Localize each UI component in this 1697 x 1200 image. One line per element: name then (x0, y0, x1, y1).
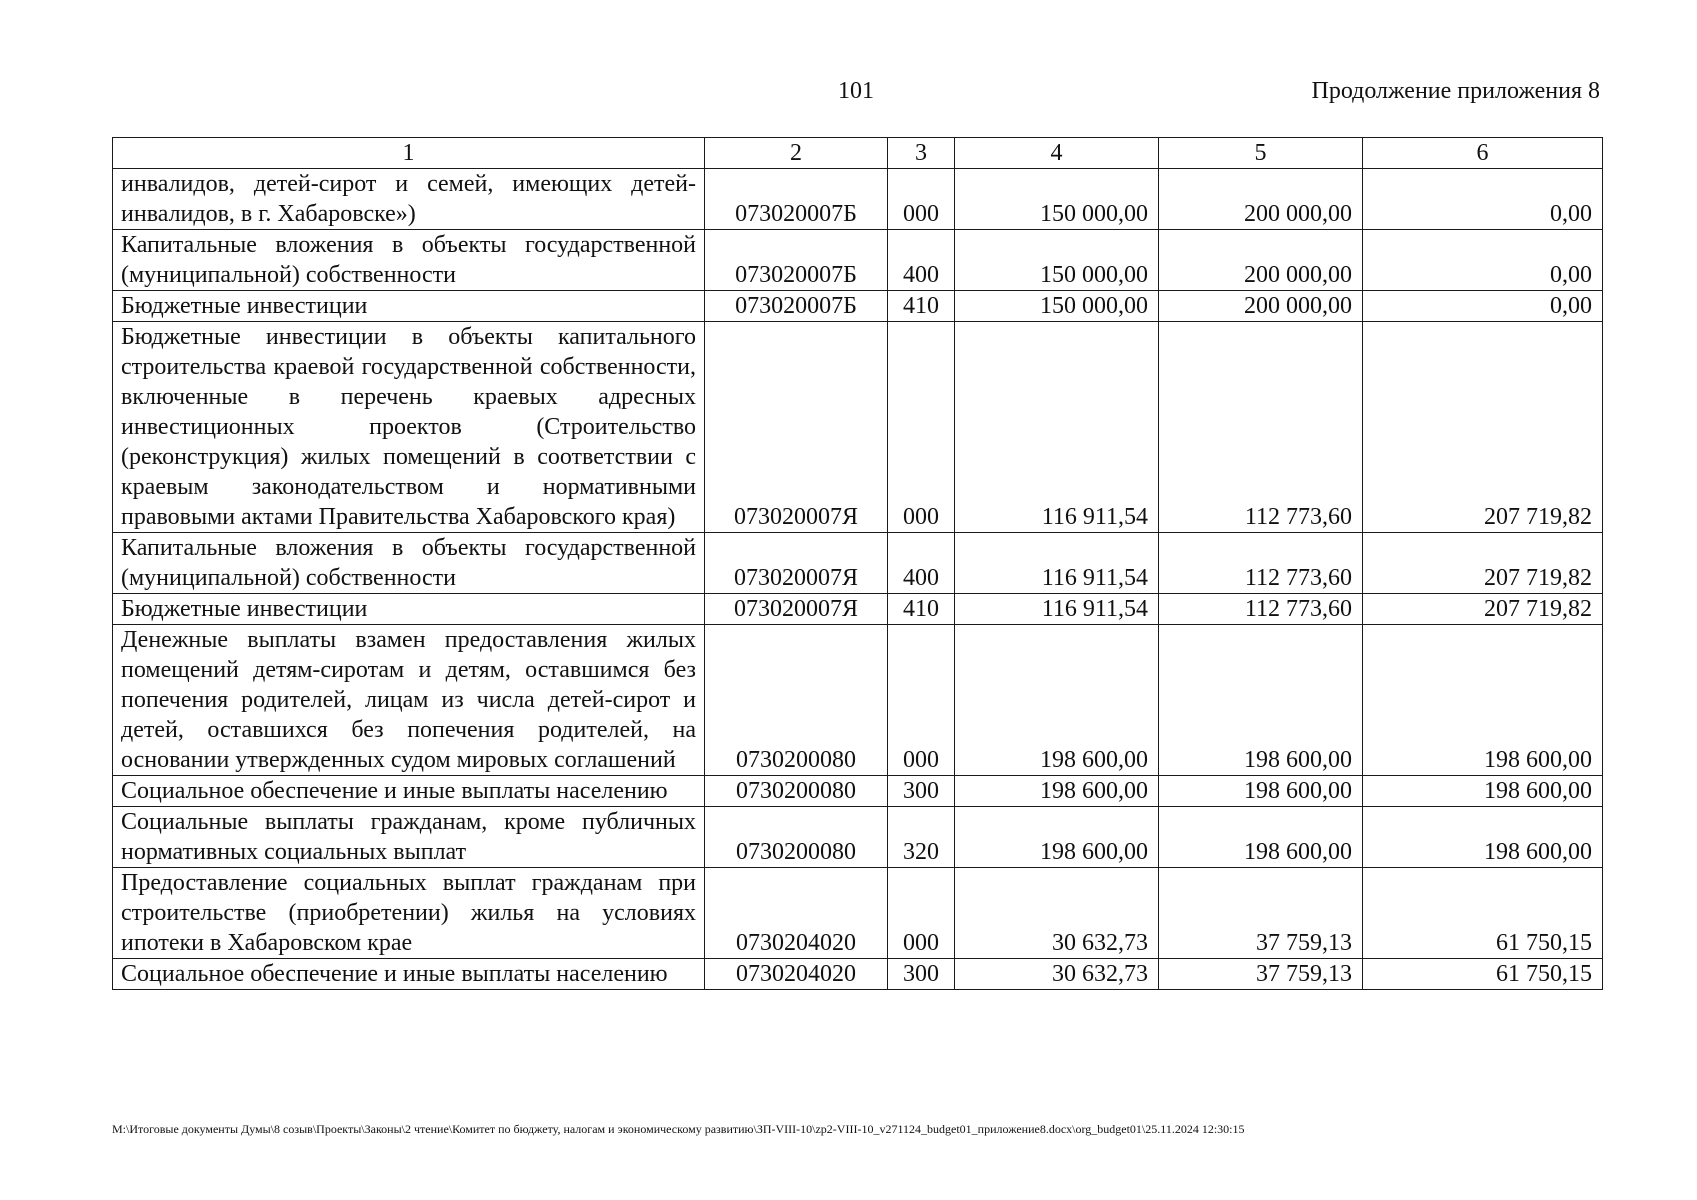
amount-col4-cell: 150 000,00 (955, 230, 1159, 291)
target-code-cell: 0730200080 (705, 776, 888, 807)
column-header: 5 (1159, 138, 1363, 169)
target-code-cell: 0730200080 (705, 807, 888, 868)
amount-col6-cell: 198 600,00 (1363, 625, 1603, 776)
row-name-cell: Бюджетные инвестиции в объекты капитального строительства краевой государственной собственности, включенные в перечень краевых адресных инвестиционных проектов (Строительство (реконструкция) жилых помещений в соответствии с краевым законодательством и нормативными правовыми актами Правительства Хабаровского края) (113, 322, 705, 533)
table-row (113, 776, 1603, 807)
expense-type-cell: 000 (888, 625, 955, 776)
target-code-cell: 0730204020 (705, 959, 888, 990)
target-code-cell: 073020007Б (705, 230, 888, 291)
expense-type-cell: 400 (888, 533, 955, 594)
expense-type-cell: 410 (888, 594, 955, 625)
amount-col4-cell: 116 911,54 (955, 533, 1159, 594)
amount-col5-cell: 112 773,60 (1159, 594, 1363, 625)
file-path-footer: M:\Итоговые документы Думы\8 созыв\Проекты\Законы\2 чтение\Комитет по бюджету, налогам и экономическому развитию\ЗП-VIII-10\zp2-VIII-10_v271124_budget01_приложение8.docx\org_budget01\25.11.2024 12:30:15 (112, 1122, 1245, 1136)
row-name-cell: Бюджетные инвестиции (113, 594, 705, 625)
row-name-cell: Денежные выплаты взамен предоставления жилых помещений детям-сиротам и детям, оставшимся без попечения родителей, лицам из числа детей-сирот и детей, оставшихся без попечения родителей, на основании утвержденных судом мировых соглашений (113, 625, 705, 776)
amount-col5-cell: 198 600,00 (1159, 625, 1363, 776)
table-row (113, 625, 1603, 776)
row-name-cell: Социальные выплаты гражданам, кроме публичных нормативных социальных выплат (113, 807, 705, 868)
amount-col6-cell: 61 750,15 (1363, 959, 1603, 990)
target-code-cell: 073020007Я (705, 533, 888, 594)
table-header-row (113, 138, 1603, 169)
amount-col5-cell: 200 000,00 (1159, 291, 1363, 322)
expense-type-cell: 000 (888, 322, 955, 533)
target-code-cell: 073020007Я (705, 322, 888, 533)
column-header: 3 (888, 138, 955, 169)
amount-col6-cell: 0,00 (1363, 230, 1603, 291)
amount-col5-cell: 112 773,60 (1159, 322, 1363, 533)
target-code-cell: 073020007Я (705, 594, 888, 625)
amount-col5-cell: 37 759,13 (1159, 868, 1363, 959)
amount-col4-cell: 150 000,00 (955, 169, 1159, 230)
amount-col4-cell: 30 632,73 (955, 868, 1159, 959)
budget-table (112, 137, 1603, 990)
amount-col5-cell: 198 600,00 (1159, 776, 1363, 807)
amount-col4-cell: 116 911,54 (955, 594, 1159, 625)
expense-type-cell: 300 (888, 959, 955, 990)
expense-type-cell: 320 (888, 807, 955, 868)
target-code-cell: 073020007Б (705, 169, 888, 230)
amount-col4-cell: 198 600,00 (955, 776, 1159, 807)
amount-col4-cell: 116 911,54 (955, 322, 1159, 533)
amount-col6-cell: 198 600,00 (1363, 807, 1603, 868)
amount-col4-cell: 150 000,00 (955, 291, 1159, 322)
column-header: 6 (1363, 138, 1603, 169)
amount-col6-cell: 0,00 (1363, 169, 1603, 230)
amount-col6-cell: 0,00 (1363, 291, 1603, 322)
target-code-cell: 0730200080 (705, 625, 888, 776)
expense-type-cell: 000 (888, 169, 955, 230)
expense-type-cell: 000 (888, 868, 955, 959)
row-name-cell: Капитальные вложения в объекты государственной (муниципальной) собственности (113, 533, 705, 594)
amount-col5-cell: 200 000,00 (1159, 169, 1363, 230)
amount-col6-cell: 207 719,82 (1363, 594, 1603, 625)
amount-col6-cell: 207 719,82 (1363, 322, 1603, 533)
row-name-cell: инвалидов, детей-сирот и семей, имеющих детей-инвалидов, в г. Хабаровске») (113, 169, 705, 230)
column-header: 1 (113, 138, 705, 169)
amount-col5-cell: 200 000,00 (1159, 230, 1363, 291)
table-row (113, 594, 1603, 625)
target-code-cell: 0730204020 (705, 868, 888, 959)
expense-type-cell: 410 (888, 291, 955, 322)
amount-col6-cell: 61 750,15 (1363, 868, 1603, 959)
amount-col6-cell: 198 600,00 (1363, 776, 1603, 807)
column-header: 4 (955, 138, 1159, 169)
expense-type-cell: 300 (888, 776, 955, 807)
amount-col4-cell: 198 600,00 (955, 807, 1159, 868)
appendix-caption: Продолжение приложения 8 (1311, 78, 1600, 104)
row-name-cell: Предоставление социальных выплат гражданам при строительстве (приобретении) жилья на условиях ипотеки в Хабаровском крае (113, 868, 705, 959)
table-row (113, 169, 1603, 230)
table-row (113, 291, 1603, 322)
table-row (113, 959, 1603, 990)
row-name-cell: Социальное обеспечение и иные выплаты населению (113, 959, 705, 990)
target-code-cell: 073020007Б (705, 291, 888, 322)
row-name-cell: Бюджетные инвестиции (113, 291, 705, 322)
amount-col6-cell: 207 719,82 (1363, 533, 1603, 594)
amount-col5-cell: 198 600,00 (1159, 807, 1363, 868)
table-row (113, 322, 1603, 533)
expense-type-cell: 400 (888, 230, 955, 291)
table-row (113, 230, 1603, 291)
amount-col5-cell: 37 759,13 (1159, 959, 1363, 990)
page-number: 101 (838, 78, 874, 104)
table-row (113, 533, 1603, 594)
table-row (113, 868, 1603, 959)
column-header: 2 (705, 138, 888, 169)
amount-col4-cell: 198 600,00 (955, 625, 1159, 776)
row-name-cell: Капитальные вложения в объекты государственной (муниципальной) собственности (113, 230, 705, 291)
amount-col5-cell: 112 773,60 (1159, 533, 1363, 594)
table-row (113, 807, 1603, 868)
amount-col4-cell: 30 632,73 (955, 959, 1159, 990)
row-name-cell: Социальное обеспечение и иные выплаты населению (113, 776, 705, 807)
